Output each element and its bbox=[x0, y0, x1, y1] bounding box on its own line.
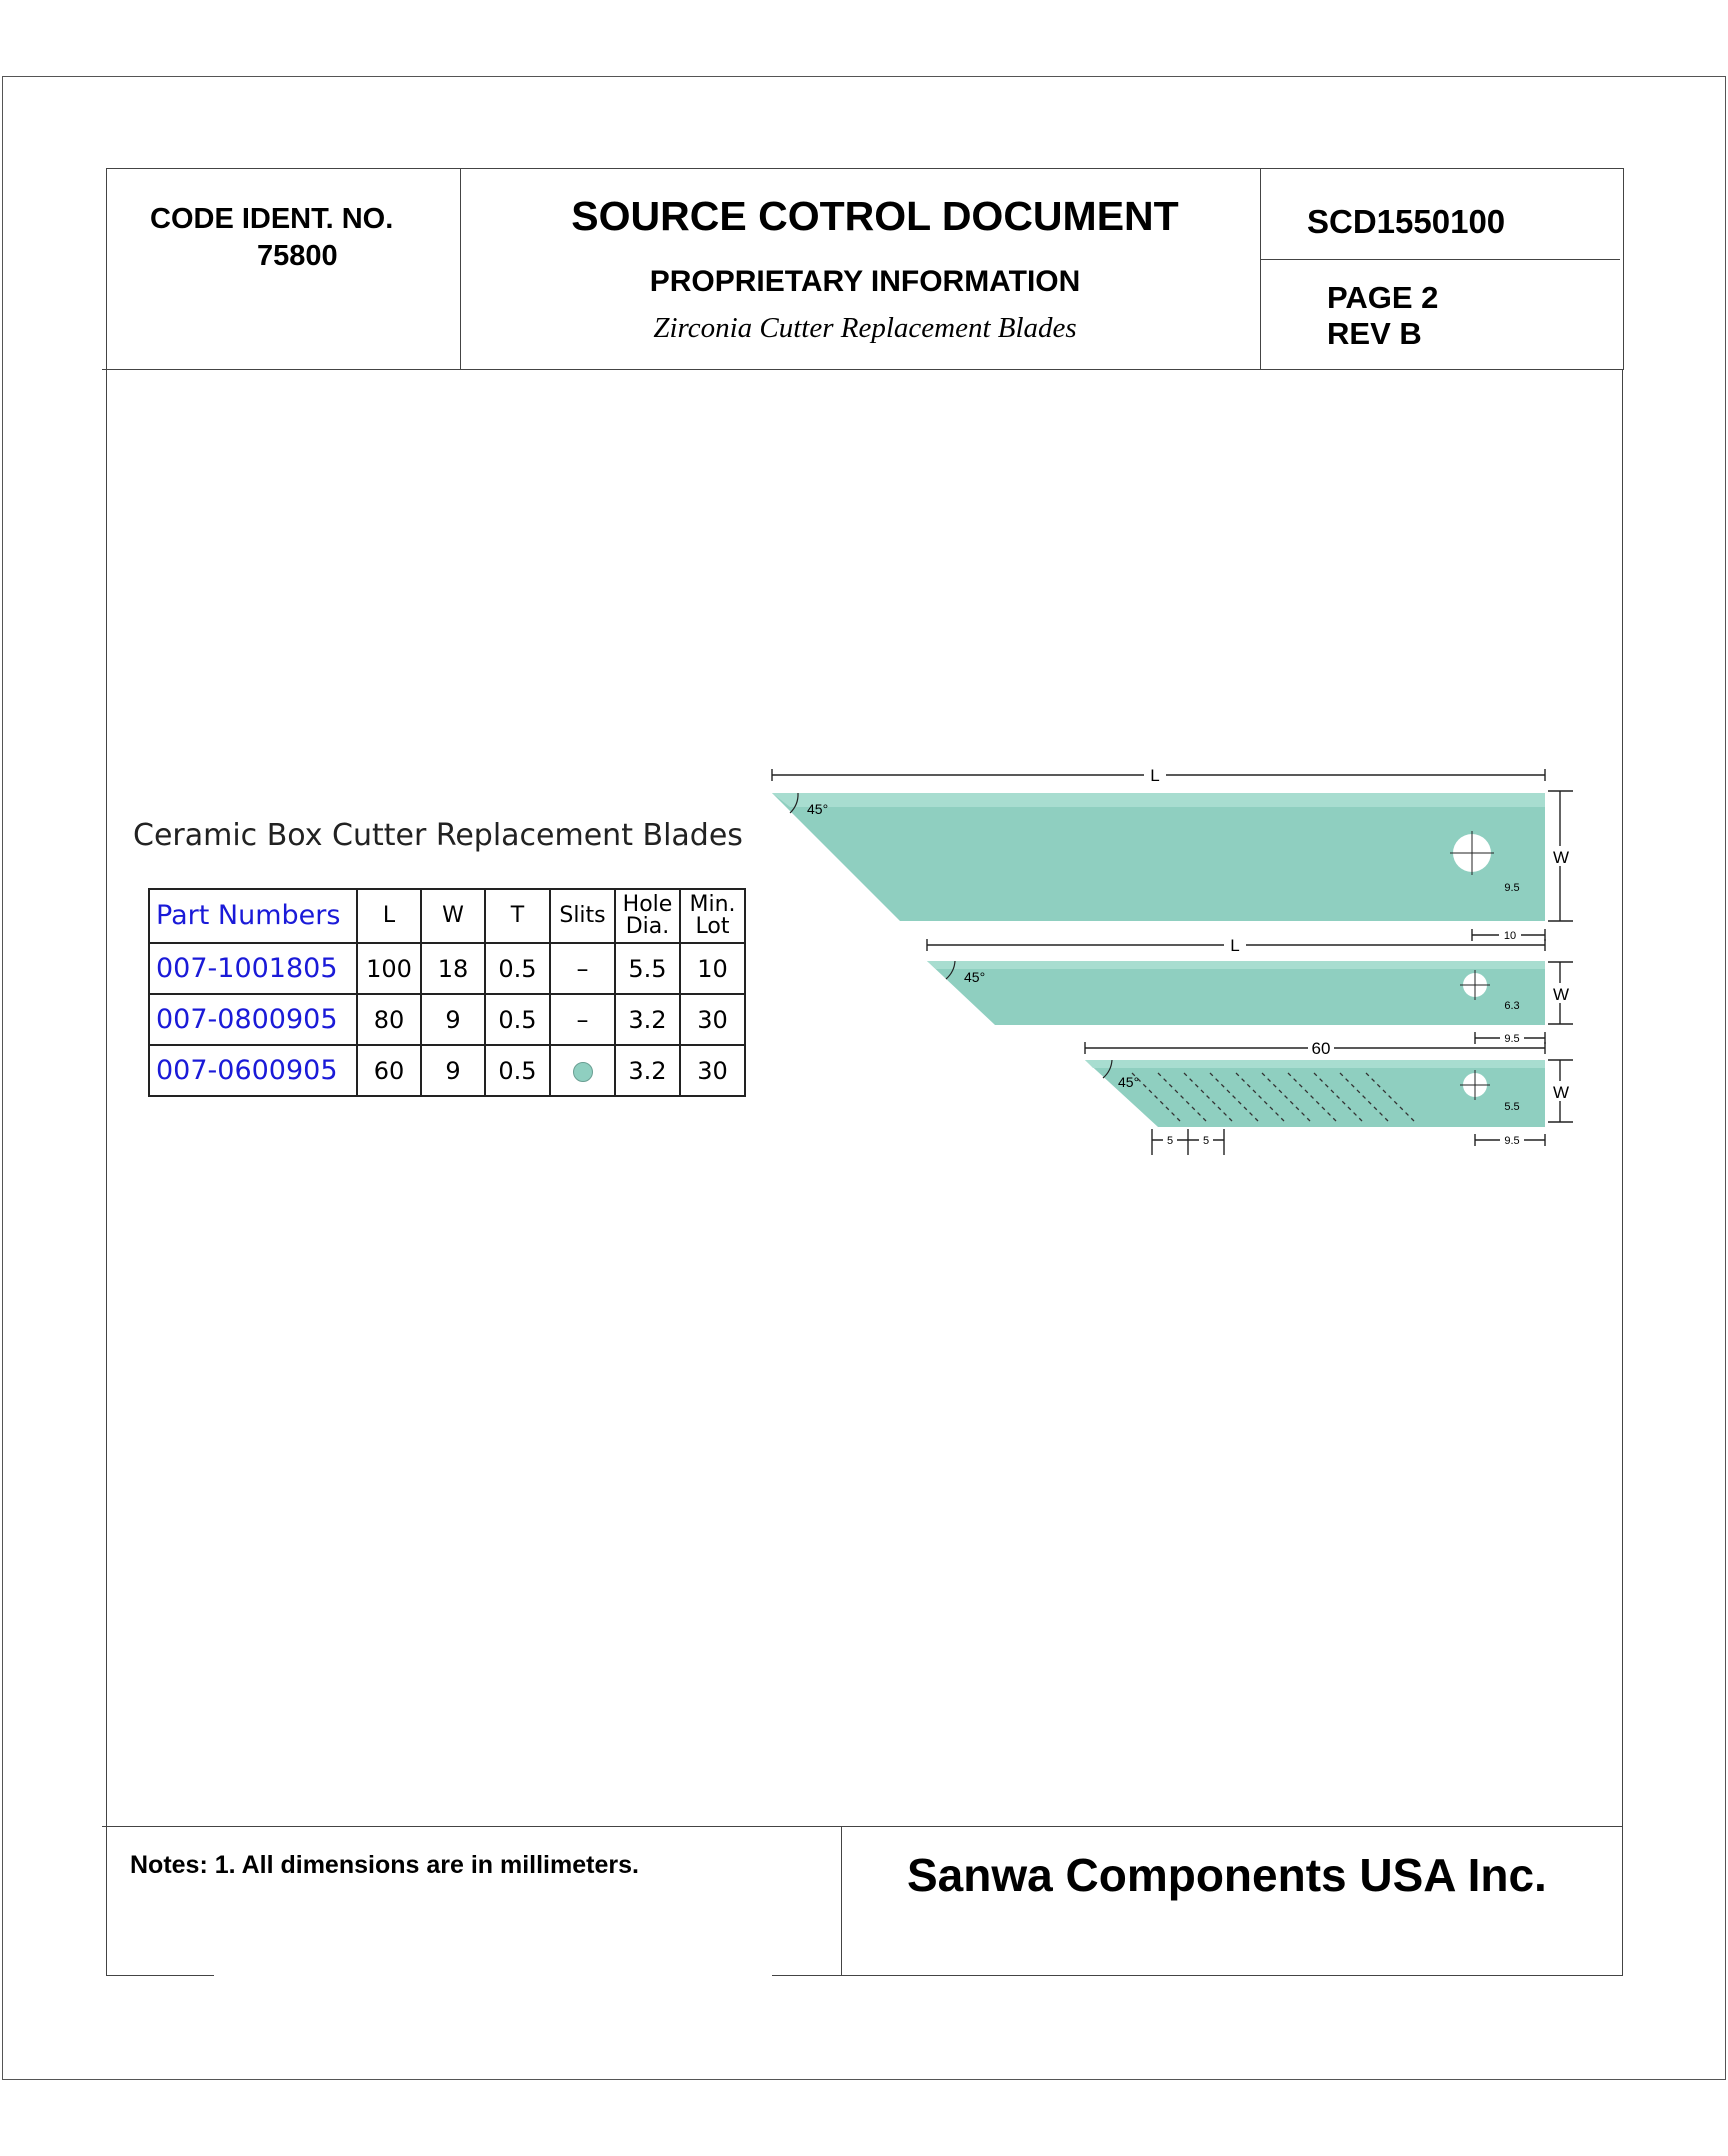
code-ident-label: CODE IDENT. NO. bbox=[150, 203, 394, 235]
blade2-length-label: L bbox=[1230, 936, 1240, 955]
body-right-rule bbox=[1622, 369, 1623, 1975]
hole-dia-cell: 3.2 bbox=[615, 1045, 680, 1096]
header-width: W bbox=[421, 889, 485, 943]
document-title: SOURCE COTROL DOCUMENT bbox=[571, 193, 1179, 239]
thickness-cell: 0.5 bbox=[485, 1045, 550, 1096]
blade2-hole-v-label: 6.3 bbox=[1504, 1000, 1520, 1012]
footer-top-rule bbox=[102, 1826, 1622, 1827]
part-number-cell[interactable]: 007-1001805 bbox=[149, 943, 357, 994]
page-number: PAGE 2 bbox=[1327, 280, 1439, 315]
slit-dot-icon bbox=[573, 1062, 593, 1082]
header-slits: Slits bbox=[550, 889, 615, 943]
footer-bottom-rule-right bbox=[772, 1975, 1623, 1976]
slits-cell bbox=[550, 1045, 615, 1096]
width-cell: 9 bbox=[421, 994, 485, 1045]
revision: REV B bbox=[1327, 316, 1422, 351]
hole-dia-cell: 3.2 bbox=[615, 994, 680, 1045]
slits-cell: – bbox=[550, 943, 615, 994]
parts-table bbox=[148, 888, 746, 1097]
length-cell: 60 bbox=[357, 1045, 421, 1096]
header-hole-dia: Hole Dia. bbox=[615, 889, 680, 943]
header-thickness: T bbox=[485, 889, 550, 943]
blade-drawing bbox=[760, 755, 1590, 1175]
min-lot-cell: 30 bbox=[680, 994, 745, 1045]
header-length: L bbox=[357, 889, 421, 943]
blade2-width-label: W bbox=[1552, 985, 1570, 1004]
blade2-hole-h-label: 9.5 bbox=[1504, 1033, 1520, 1045]
title-bottom-rule bbox=[102, 369, 1622, 370]
table-row bbox=[149, 994, 745, 1045]
blade3-angle-label: 45° bbox=[1118, 1074, 1140, 1090]
company-name: Sanwa Components USA Inc. bbox=[907, 1849, 1547, 1901]
blade-2-bevel bbox=[927, 961, 1545, 969]
blade3-length-label: 60 bbox=[1311, 1039, 1331, 1058]
part-number-cell[interactable]: 007-0600905 bbox=[149, 1045, 357, 1096]
document-number: SCD1550100 bbox=[1307, 203, 1506, 240]
blade2-angle-label: 45° bbox=[964, 969, 986, 985]
blade1-angle-label: 45° bbox=[807, 801, 829, 817]
min-lot-cell: 30 bbox=[680, 1045, 745, 1096]
hole-dia-cell: 5.5 bbox=[615, 943, 680, 994]
blade3-width-label: W bbox=[1552, 1083, 1570, 1102]
slit-spacing-label-1: 5 bbox=[1166, 1135, 1174, 1147]
footer-divider bbox=[841, 1826, 842, 1975]
blade3-hole-h-label: 9.5 bbox=[1504, 1135, 1520, 1147]
width-cell: 9 bbox=[421, 1045, 485, 1096]
header-min-lot: Min. Lot bbox=[680, 889, 745, 943]
length-cell: 100 bbox=[357, 943, 421, 994]
blade1-hole-v-label: 9.5 bbox=[1504, 882, 1520, 894]
title-divider-3 bbox=[1260, 259, 1620, 260]
blade-2 bbox=[927, 961, 1545, 1025]
body-left-rule bbox=[106, 369, 107, 1975]
blade1-hole-h-label: 10 bbox=[1503, 930, 1517, 942]
thickness-cell: 0.5 bbox=[485, 943, 550, 994]
slit-spacing-label-2: 5 bbox=[1202, 1135, 1210, 1147]
length-cell: 80 bbox=[357, 994, 421, 1045]
footer-bottom-rule-left bbox=[106, 1975, 214, 1976]
part-number-cell[interactable]: 007-0800905 bbox=[149, 994, 357, 1045]
table-header-row bbox=[149, 889, 745, 943]
blade-3-bevel bbox=[1085, 1060, 1545, 1068]
width-cell: 18 bbox=[421, 943, 485, 994]
table-row bbox=[149, 1045, 745, 1096]
blade1-width-label: W bbox=[1552, 848, 1570, 867]
slits-cell: – bbox=[550, 994, 615, 1045]
blade-1 bbox=[772, 793, 1545, 921]
section-title: Ceramic Box Cutter Replacement Blades bbox=[133, 818, 743, 853]
code-ident-number: 75800 bbox=[257, 240, 338, 272]
proprietary-label: PROPRIETARY INFORMATION bbox=[649, 265, 1081, 298]
notes: Notes: 1. All dimensions are in millimeters. bbox=[130, 1851, 639, 1879]
table-row bbox=[149, 943, 745, 994]
blade3-hole-v-label: 5.5 bbox=[1504, 1101, 1520, 1113]
thickness-cell: 0.5 bbox=[485, 994, 550, 1045]
document-subtitle: Zirconia Cutter Replacement Blades bbox=[653, 312, 1077, 344]
blade-1-bevel bbox=[772, 793, 1545, 807]
min-lot-cell: 10 bbox=[680, 943, 745, 994]
header-part-numbers: Part Numbers bbox=[149, 889, 357, 943]
blade1-length-label: L bbox=[1150, 766, 1160, 785]
